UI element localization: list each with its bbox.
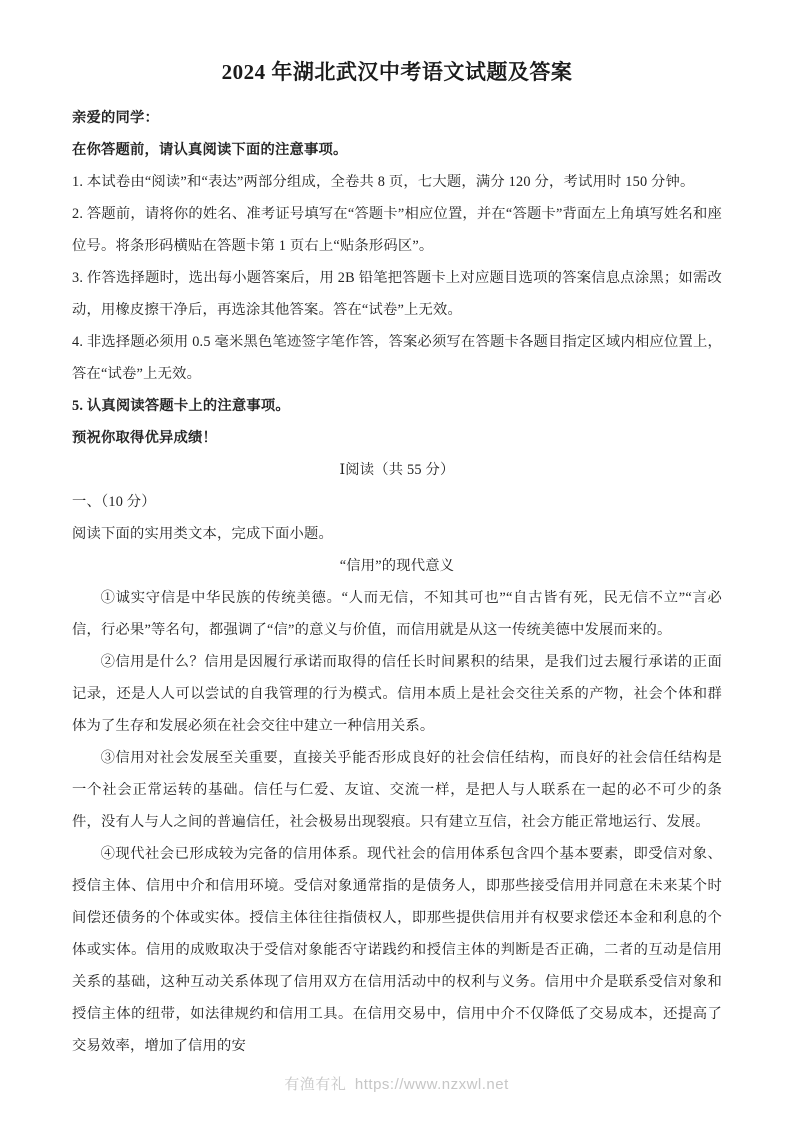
article-paragraph-2: ②信用是什么？信用是因履行承诺而取得的信任长时间累积的结果，是我们过去履行承诺的正面记录，还是人人可以尝试的自我管理的行为模式。信用本质上是社会交往关系的产物，社会个体和群体为了生存和发展必须在社会交往中建立一种信用关系。 (72, 654, 722, 734)
notice-item-2: 2. 答题前，请将你的姓名、准考证号填写在“答题卡”相应位置，并在“答题卡”背面左上角填写姓名和座位号。将条形码横贴在答题卡第 1 页右上“贴条形码区”。 (72, 206, 722, 254)
notice-item-1: 1. 本试卷由“阅读”和“表达”两部分组成，全卷共 8 页，七大题，满分 120 分，考试用时 150 分钟。 (72, 174, 695, 190)
article-paragraph-3: ③信用对社会发展至关重要，直接关乎能否形成良好的社会信任结构，而良好的社会信任结构是一个社会正常运转的基础。信任与仁爱、友谊、交流一样，是把人与人联系在一起的必不可少的条件，没有人与人之间的普遍信任，社会极易出现裂痕。只有建立互信，社会方能正常地运行、发展。 (72, 750, 722, 830)
notice-item-4: 4. 非选择题必须用 0.5 毫米黑色笔迹签字笔作答，答案必须写在答题卡各题目指定区域内相应位置上，答在“试卷”上无效。 (72, 334, 722, 382)
footer-watermark (0, 1073, 793, 1094)
article-title: “信用”的现代意义 (339, 558, 455, 574)
footer-site-name: 有渔有礼 (284, 1076, 347, 1093)
page-title: 2024 年湖北武汉中考语文试题及答案 (221, 60, 573, 84)
article-paragraph-1: ①诚实守信是中华民族的传统美德。“人而无信，不知其可也”“自古皆有死，民无信不立”“言必信，行必果”等名句，都强调了“信”的意义与价值，而信用就是从这一传统美德中发展而来的。 (72, 590, 722, 638)
greeting-line: 亲爱的同学： (72, 110, 159, 126)
section-heading-reading: Ⅰ阅读（共 55 分） (339, 462, 455, 478)
notice-item-3: 3. 作答选择题时，选出每小题答案后，用 2B 铅笔把答题卡上对应题目选项的答案信息点涂黑；如需改动，用橡皮擦干净后，再选涂其他答案。答在“试卷”上无效。 (72, 270, 722, 318)
reading-instruction: 阅读下面的实用类文本，完成下面小题。 (72, 526, 333, 542)
notice-intro-line: 在你答题前，请认真阅读下面的注意事项。 (72, 142, 348, 158)
part-one-heading: 一、（10 分） (72, 494, 156, 510)
footer-site-url[interactable]: https://www.nzxwl.net (354, 1076, 509, 1093)
notice-item-5: 5. 认真阅读答题卡上的注意事项。 (72, 398, 290, 414)
wish-line: 预祝你取得优异成绩！ (72, 430, 217, 446)
article-paragraph-4: ④现代社会已形成较为完备的信用体系。现代社会的信用体系包含四个基本要素，即受信对象、授信主体、信用中介和信用环境。受信对象通常指的是债务人，即那些接受信用并同意在未来某个时间偿还债务的个体或实体。授信主体往往指债权人，即那些提供信用并有权要求偿还本金和利息的个体或实体。信用的成败取决于受信对象能否守诺践约和授信主体的判断是否正确，二者的互动是信用关系的基础，这种互动关系体现了信用双方在信用活动中的权利与义务。信用中介是联系受信对象和授信主体的纽带，如法律规约和信用工具。在信用交易中，信用中介不仅降低了交易成本，还提高了交易效率，增加了信用的安 (72, 846, 722, 1054)
